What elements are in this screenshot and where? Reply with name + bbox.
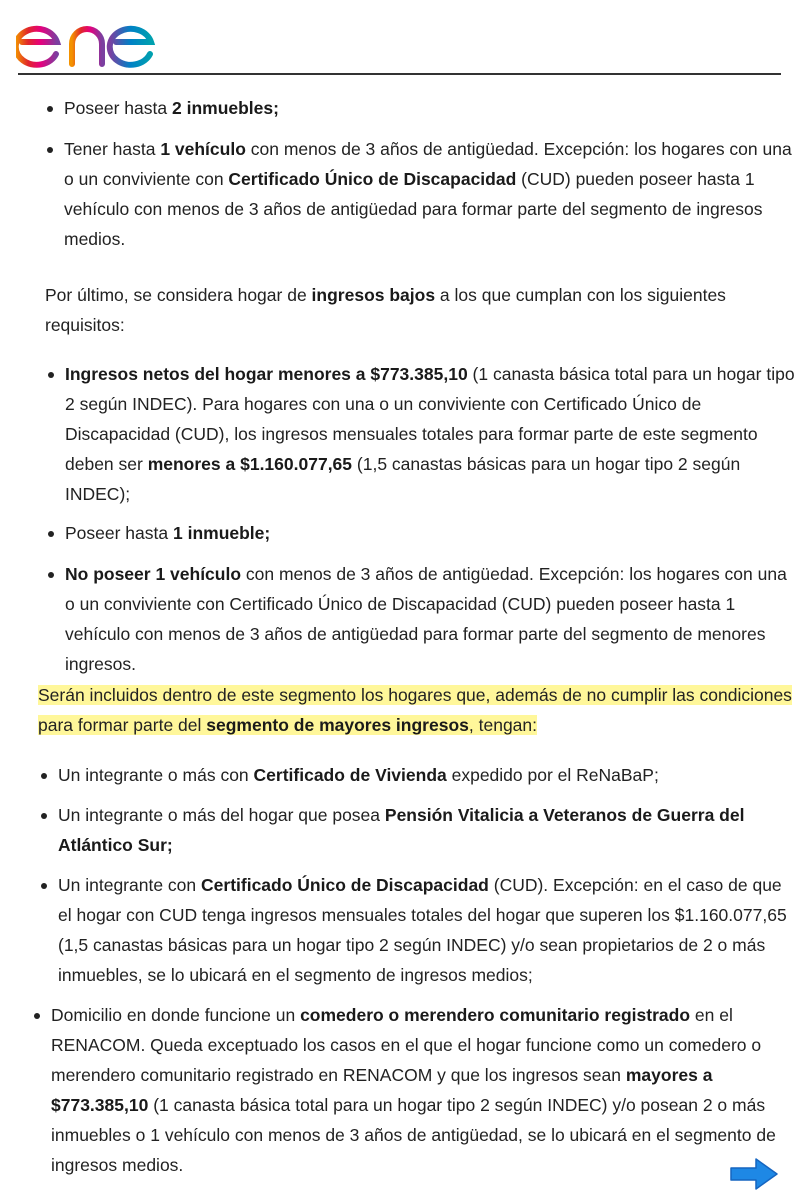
bold-text: segmento de mayores ingresos — [206, 715, 469, 735]
text-segment: a los que cumplan con los siguientes requisitos: — [45, 285, 726, 335]
list-item — [65, 559, 800, 679]
text-segment: Por último, se considera hogar de — [45, 285, 312, 305]
header-divider — [18, 73, 781, 75]
list-item — [58, 760, 800, 790]
bold-text: comedero o merendero comunitario registrado — [300, 1005, 691, 1025]
bold-text: Certificado Único de Discapacidad — [228, 169, 517, 189]
bold-text: Certificado Único de Discapacidad — [201, 875, 489, 895]
list-item — [64, 93, 800, 123]
list-item — [64, 134, 800, 254]
list-item — [58, 870, 800, 990]
text-segment: (1,5 canastas básicas para un hogar tipo 2 según INDEC); — [65, 454, 741, 504]
highlight-text — [38, 685, 792, 735]
text-segment: , tengan: — [468, 715, 538, 735]
bold-text: 1 inmueble; — [172, 523, 271, 543]
text-segment: Un integrante o más con — [58, 765, 254, 785]
low-income-intro — [0, 280, 800, 340]
page-header — [0, 0, 800, 76]
bold-text: 2 inmuebles; — [171, 98, 279, 118]
bold-text: No poseer 1 vehículo — [65, 564, 242, 584]
text-segment: (CUD). Excepción: en el caso de que el hogar con CUD tenga ingresos mensuales totales del hogar que superen los $1.160.077,65 (1,5 canastas básicas para un hogar tipo 2 según INDEC) y/o sean propietarios de 2 o más inmuebles, se lo ubicará en el segmento de ingresos medios; — [58, 875, 787, 985]
bold-text: Certificado de Vivienda — [253, 765, 447, 785]
bold-text: menores a $1.160.077,65 — [147, 454, 353, 474]
text-segment: con menos de 3 años de antigüedad. Excepción: los hogares con una o un conviviente con — [64, 139, 792, 189]
right-arrow-icon[interactable] — [728, 1156, 780, 1192]
text-segment: (1 canasta básica total para un hogar tipo 2 según INDEC) y/o posean 2 o más inmuebles o 1 vehículo con menos de 3 años de antigüedad, se lo ubicará en el segmento de ingresos medios. — [51, 1095, 776, 1175]
bold-text: 1 vehículo — [160, 139, 246, 159]
bold-text: Ingresos netos del hogar menores a $773.385,10 — [65, 364, 468, 384]
text-segment: Poseer hasta — [65, 523, 173, 543]
text-segment: con menos de 3 años de antigüedad. Excepción: los hogares con una o un conviviente con Certificado Único de Discapacidad (CUD) pueden poseer hasta 1 vehículo con menos de 3 años de antigüedad para formar parte del segmento de menores ingresos. — [65, 564, 787, 674]
bold-text: Pensión Vitalicia a Veteranos de Guerra del Atlántico Sur; — [58, 805, 745, 855]
bold-text: ingresos bajos — [311, 285, 436, 305]
text-segment: (1 canasta básica total para un hogar tipo 2 según INDEC). Para hogares con una o un conviviente con Certificado Único de Discapacidad (CUD), los ingresos mensuales totales para formar parte de este segmento deben ser — [65, 364, 795, 474]
text-segment: Tener hasta — [64, 139, 161, 159]
list-item — [51, 1000, 800, 1180]
text-segment: (CUD) pueden poseer hasta 1 vehículo con menos de 3 años de antigüedad para formar parte del segmento de ingresos medios. — [64, 169, 763, 249]
requirements-list-medium — [0, 93, 800, 254]
highlighted-paragraph — [0, 680, 800, 740]
bold-text: mayores a $773.385,10 — [51, 1065, 713, 1115]
list-item — [65, 359, 800, 509]
document-body — [0, 93, 800, 1180]
text-segment: en el RENACOM. Queda exceptuado los casos en el que el hogar funcione como un comedero o merendero comunitario registrado en RENACOM y que los ingresos sean — [51, 1005, 762, 1085]
enel-logo[interactable] — [16, 6, 181, 70]
community-list — [0, 1000, 800, 1180]
text-segment: Serán incluidos dentro de este segmento los hogares que, además de no cumplir las condiciones para formar parte del — [38, 685, 792, 735]
text-segment: Un integrante con — [58, 875, 202, 895]
text-segment: Un integrante o más del hogar que posea — [58, 805, 385, 825]
text-segment: Poseer hasta — [64, 98, 172, 118]
inclusion-list — [0, 760, 800, 990]
list-item — [58, 800, 800, 860]
text-segment: Domicilio en donde funcione un — [51, 1005, 301, 1025]
text-segment: expedido por el ReNaBaP; — [446, 765, 659, 785]
list-item — [65, 518, 800, 548]
requirements-list-low — [0, 359, 800, 679]
